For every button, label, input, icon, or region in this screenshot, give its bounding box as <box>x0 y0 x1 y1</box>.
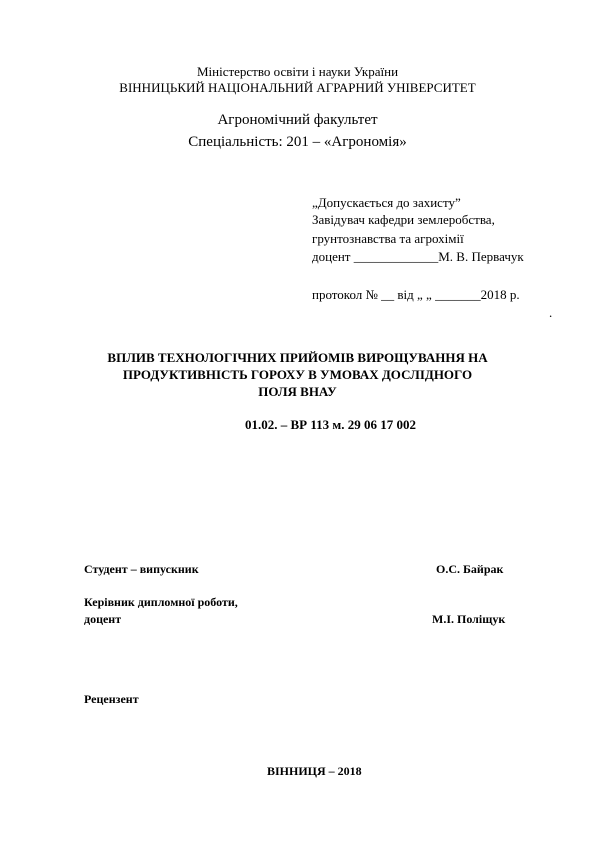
thesis-title-line3: ПОЛЯ ВНАУ <box>258 384 337 399</box>
department-head-line1: Завідувач кафедри землеробства, <box>312 212 495 227</box>
supervisor-label-line2: доцент <box>84 612 122 626</box>
department-head-line2: грунтознавства та агрохімії <box>312 231 464 246</box>
department-head-signature: доцент _____________М. В. Первачук <box>312 249 524 264</box>
protocol-line: протокол № __ від „ „ _______2018 р. <box>312 287 520 302</box>
thesis-title-line1: ВПЛИВ ТЕХНОЛОГІЧНИХ ПРИЙОМІВ ВИРОЩУВАННЯ НА <box>107 350 488 365</box>
supervisor-name: М.І. Поліщук <box>432 612 506 626</box>
reviewer-label: Рецензент <box>84 692 139 706</box>
university-name: ВІННИЦЬКИЙ НАЦІОНАЛЬНИЙ АГРАРНИЙ УНІВЕРСИТЕТ <box>119 80 476 95</box>
supervisor-label-line1: Керівник дипломної роботи, <box>84 595 238 609</box>
faculty-name: Агрономічний факультет <box>217 112 378 128</box>
specialty-name: Спеціальність: 201 – «Агрономія» <box>188 134 407 150</box>
city-year: ВІННИЦЯ – 2018 <box>267 764 362 778</box>
ministry-name: Міністерство освіти і науки України <box>196 64 399 79</box>
student-label: Студент – випускник <box>84 562 199 576</box>
thesis-title-line2: ПРОДУКТИВНІСТЬ ГОРОХУ В УМОВАХ ДОСЛІДНОГО <box>122 367 473 382</box>
thesis-code: 01.02. – ВР 113 м. 29 06 17 002 <box>245 417 416 432</box>
student-name: О.С. Байрак <box>436 562 504 576</box>
stray-dot: . <box>549 305 553 320</box>
admit-to-defense: „Допускається до захисту” <box>312 195 461 210</box>
